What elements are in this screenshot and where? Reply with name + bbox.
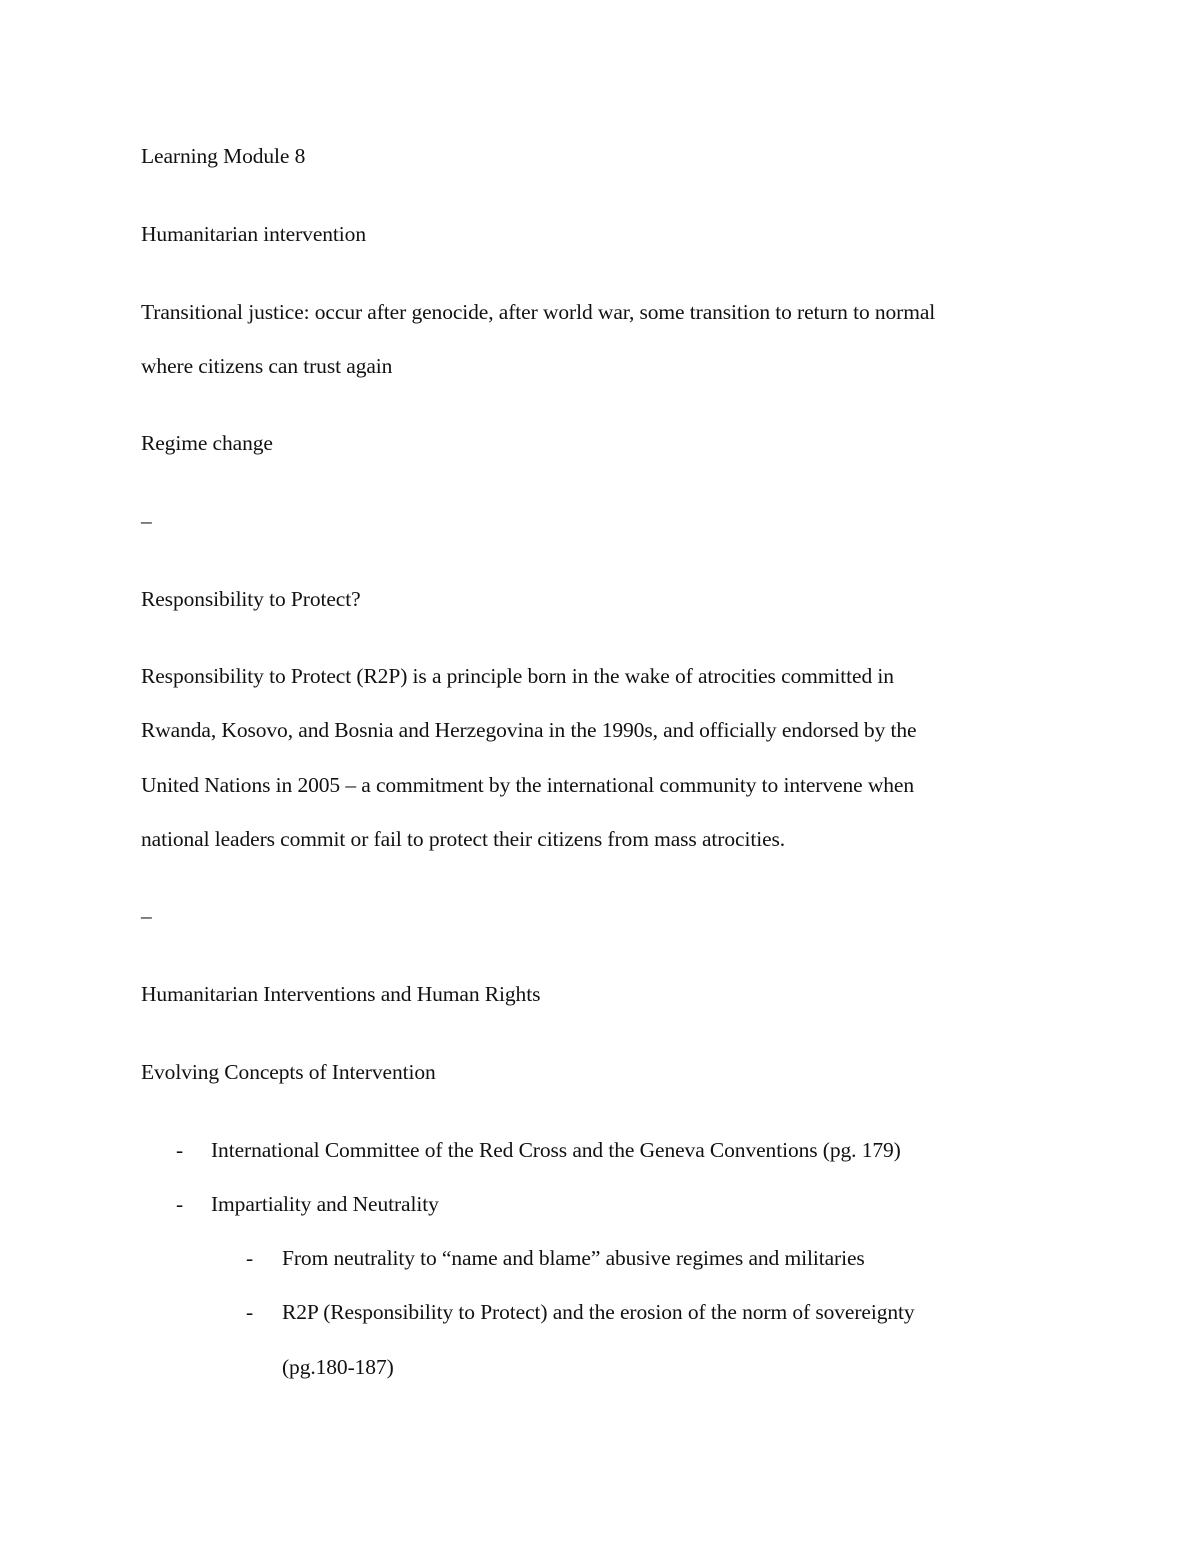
concepts-heading: Evolving Concepts of Intervention <box>141 1060 436 1084</box>
r2p-paragraph-line-2: Rwanda, Kosovo, and Bosnia and Herzegovina in the 1990s, and officially endorsed by the <box>141 718 917 742</box>
separator-dash: – <box>141 509 152 533</box>
r2p-heading: Responsibility to Protect? <box>141 587 361 611</box>
bullet-marker: - <box>176 1138 184 1162</box>
sub-list-item-continuation: (pg.180-187) <box>282 1355 394 1379</box>
transitional-justice-line-2: where citizens can trust again <box>141 354 393 378</box>
separator-dash: – <box>141 904 152 928</box>
r2p-paragraph-line-1: Responsibility to Protect (R2P) is a principle born in the wake of atrocities committed in <box>141 664 894 688</box>
list-item: Impartiality and Neutrality <box>211 1192 439 1216</box>
sub-bullet-marker: - <box>246 1246 254 1270</box>
r2p-paragraph-line-4: national leaders commit or fail to protect their citizens from mass atrocities. <box>141 827 786 851</box>
regime-change-heading: Regime change <box>141 431 273 455</box>
r2p-paragraph-line-3: United Nations in 2005 – a commitment by the international community to intervene when <box>141 773 915 797</box>
sub-list-item: R2P (Responsibility to Protect) and the erosion of the norm of sovereignty <box>282 1300 915 1324</box>
bullet-marker: - <box>176 1192 184 1216</box>
sub-list-item: From neutrality to “name and blame” abusive regimes and militaries <box>282 1246 865 1270</box>
document-subtitle: Humanitarian intervention <box>141 222 366 246</box>
list-item: International Committee of the Red Cross and the Geneva Conventions (pg. 179) <box>211 1138 901 1162</box>
section-heading: Humanitarian Interventions and Human Rights <box>141 982 541 1006</box>
transitional-justice-line-1: Transitional justice: occur after genocide, after world war, some transition to return to normal <box>141 300 936 324</box>
sub-bullet-marker: - <box>246 1300 254 1324</box>
document-title: Learning Module 8 <box>141 144 306 168</box>
